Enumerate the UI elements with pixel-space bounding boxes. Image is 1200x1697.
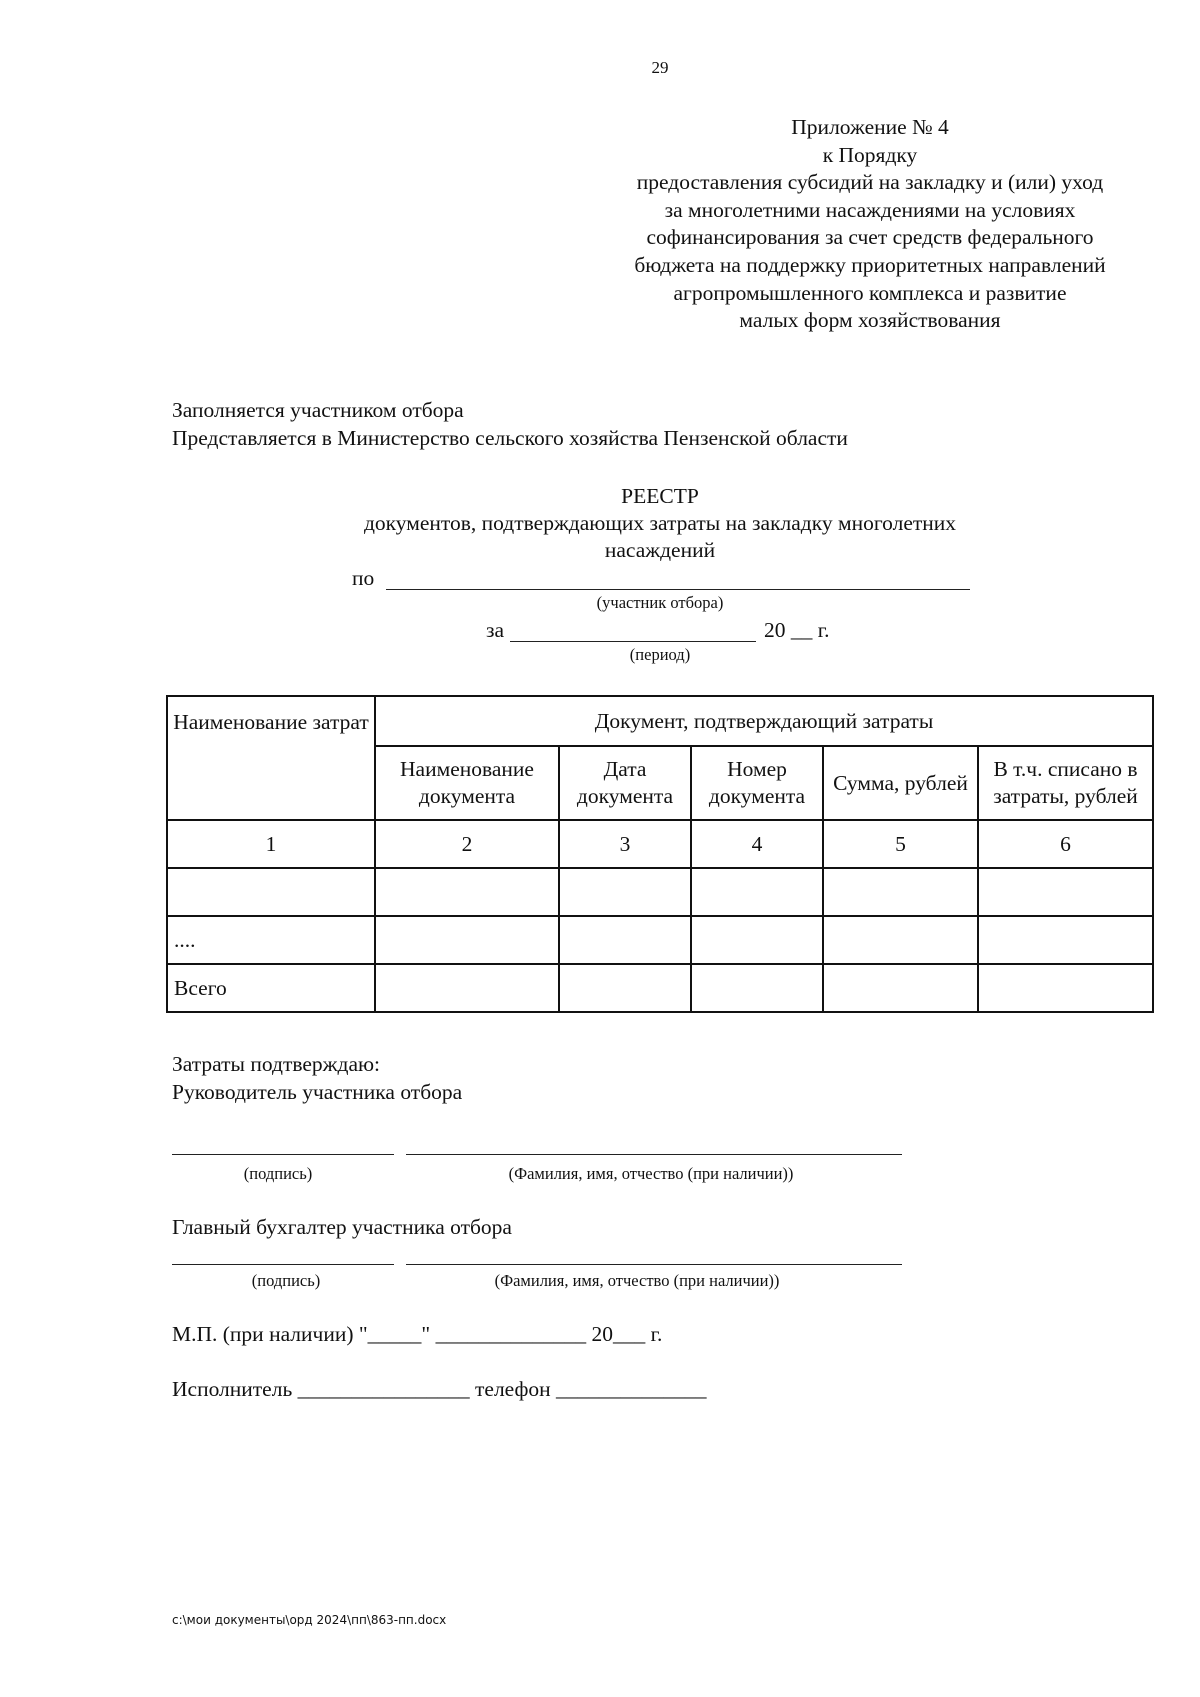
column-number-row [167,820,1153,868]
row-label [167,868,375,916]
table-cell [978,916,1153,964]
table-cell [559,964,691,1012]
table-row [167,916,1153,964]
column-number: 3 [559,820,691,868]
header-document-number: Номер документа [691,746,823,820]
page-number: 29 [651,58,669,77]
table-cell [823,868,978,916]
appendix-block [600,114,1140,335]
table-cell [559,868,691,916]
registry-table [166,695,1154,1013]
table-cell [691,868,823,916]
accountant-fio-caption: (Фамилия, имя, отчество (при наличии)) [494,1271,780,1290]
filled-by-note: Заполняется участником отбора [172,398,464,422]
accountant-fio-line [406,1264,902,1265]
registry-subtitle-line1: документов, подтверждающих затраты на закладку многолетних [363,511,957,535]
period-caption: (период) [629,645,691,664]
appendix-line: бюджета на поддержку приоритетных направлений [634,252,1106,277]
submitted-to-note: Представляется в Министерство сельского хозяйства Пензенской области [172,426,848,450]
head-label: Руководитель участника отбора [172,1080,463,1104]
column-number: 6 [978,820,1153,868]
header-sum: Сумма, рублей [823,746,978,820]
table-cell [823,964,978,1012]
accountant-signature-line [172,1264,394,1265]
file-path-footer: c:\мои документы\орд 2024\пп\863-пп.docx [172,1613,447,1627]
table-cell [559,916,691,964]
seal-date-line: М.П. (при наличии) "_____" ______________ 20___ г. [172,1322,663,1346]
period-blank-line [510,641,756,642]
appendix-line: предоставления субсидий на закладку и (или) уход [636,170,1104,195]
table-cell [823,916,978,964]
header-document-group: Документ, подтверждающий затраты [375,696,1153,746]
table-cell [978,964,1153,1012]
registry-subtitle-line2: насаждений [604,538,716,562]
table-row-total [167,964,1153,1012]
participant-blank-line [386,589,970,590]
appendix-line: агропромышленного комплекса и развитие [673,280,1067,305]
table-cell [691,916,823,964]
header-document-name: Наименование документа [375,746,559,820]
appendix-line: малых форм хозяйствования [739,308,1001,333]
accountant-label: Главный бухгалтер участника отбора [172,1215,512,1239]
head-signature-line [172,1154,394,1155]
appendix-line: софинансирования за счет средств федерального [646,225,1094,250]
executor-phone-line: Исполнитель ________________ телефон ______________ [172,1377,707,1401]
head-sign-caption: (подпись) [243,1164,313,1183]
row-label: Всего [167,964,375,1012]
table-row [167,868,1153,916]
head-fio-caption: (Фамилия, имя, отчество (при наличии)) [508,1164,794,1183]
table-cell [691,964,823,1012]
za-label: за [486,618,505,642]
appendix-line: Приложение № 4 [791,115,949,139]
row-label: .... [167,916,375,964]
column-number: 1 [167,820,375,868]
header-cost-name: Наименование затрат [167,696,375,820]
header-document-date: Дата документа [559,746,691,820]
appendix-line: за многолетними насаждениями на условиях [664,197,1076,222]
head-fio-line [406,1154,902,1155]
registry-heading: РЕЕСТР [621,484,699,508]
confirm-label: Затраты подтверждаю: [172,1052,381,1076]
participant-caption: (участник отбора) [596,593,724,612]
column-number: 5 [823,820,978,868]
po-label: по [352,566,375,590]
table-cell [375,916,559,964]
column-number: 4 [691,820,823,868]
header-written-off: В т.ч. списано в затраты, рублей [978,746,1153,820]
table-cell [375,868,559,916]
accountant-sign-caption: (подпись) [251,1271,321,1290]
appendix-line: к Порядку [822,142,918,167]
year-label: 20 __ г. [764,618,830,642]
table-cell [978,868,1153,916]
column-number: 2 [375,820,559,868]
table-cell [375,964,559,1012]
